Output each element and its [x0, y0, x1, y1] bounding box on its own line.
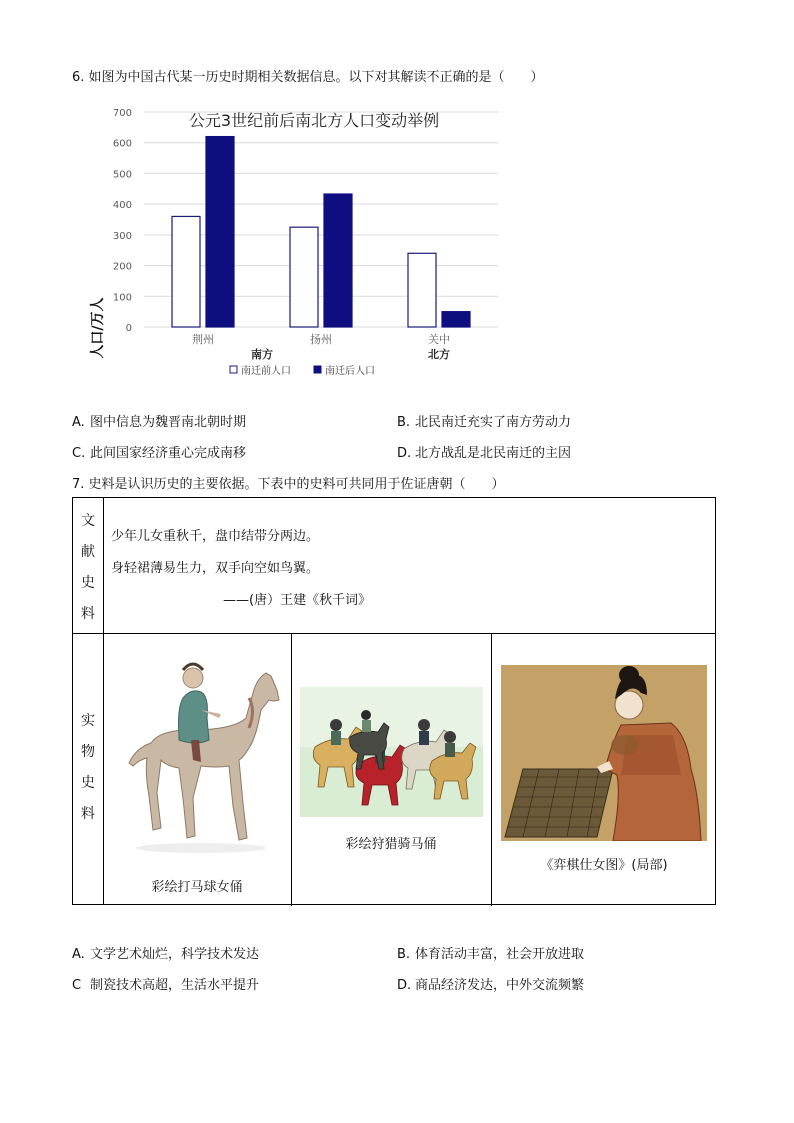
question-6-stem: 6. 如图为中国古代某一历史时期相关数据信息。以下对其解读不正确的是（ ） — [72, 70, 544, 85]
chart-legend-label: 南迁后人口 — [325, 366, 375, 377]
chart-y-tick-label: 500 — [112, 169, 132, 181]
chart-x-tick-label: 扬州 — [310, 333, 332, 346]
q7-option-a: A. 文学艺术灿烂，科学技术发达 — [72, 947, 260, 962]
chart-bar — [324, 194, 352, 327]
q7-option-b: B. 体育活动丰富，社会开放进取 — [397, 947, 585, 962]
chart-y-tick-label: 300 — [112, 230, 132, 242]
q7-option-d: D. 商品经济发达，中外交流频繁 — [397, 978, 585, 993]
q7-option-c: C 制瓷技术高超，生活水平提升 — [72, 978, 260, 993]
chart-y-tick-label: 700 — [112, 108, 132, 119]
chart-legend-swatch — [230, 366, 237, 373]
row-label-documentary: 文 献 史 料 — [81, 513, 95, 622]
chart-y-tick-label: 0 — [125, 323, 132, 334]
q6-option-d: D. 北方战乱是北民南迁的主因 — [397, 446, 572, 461]
chart-legend — [230, 364, 375, 377]
population-bar-chart — [86, 100, 506, 390]
chart-group-label-south: 南方 — [251, 348, 273, 361]
chart-bar — [290, 227, 318, 327]
q6-option-c: C. 此间国家经济重心完成南移 — [72, 446, 247, 461]
poem-line-2: 身轻裙薄易生力，双手向空如鸟翼。 — [111, 561, 320, 576]
chart-y-tick-label: 600 — [112, 138, 132, 150]
source-table — [72, 497, 716, 905]
poem-line-1: 少年儿女重秋千，盘巾结带分两边。 — [111, 529, 320, 544]
chart-bars — [172, 137, 470, 327]
chart-bar — [172, 216, 200, 327]
q6-option-b: B. 北民南迁充实了南方劳动力 — [397, 415, 572, 430]
caption-go-lady: 《弈棋仕女图》(局部) — [540, 858, 668, 873]
row-label-artifacts: 实 物 史 料 — [81, 713, 95, 822]
question-7-stem: 7. 史料是认识历史的主要依据。下表中的史料可共同用于佐证唐朝（ ） — [72, 477, 505, 492]
chart-legend-label: 南迁前人口 — [241, 366, 291, 377]
chart-bar — [408, 253, 436, 327]
chart-y-tick-label: 400 — [112, 200, 132, 212]
chart-y-tick-label: 100 — [112, 292, 132, 304]
chart-x-tick-label: 关中 — [428, 333, 450, 346]
chart-x-tick-label: 荆州 — [192, 333, 214, 346]
chart-y-axis-label: 人口/万人 — [90, 297, 106, 359]
chart-group-labels — [251, 347, 450, 361]
chart-y-ticks — [113, 108, 132, 334]
q6-option-a: A. 图中信息为魏晋南北朝时期 — [72, 415, 247, 430]
chart-group-label-north: 北方 — [428, 348, 450, 361]
polo-woman-figurine-image — [121, 648, 281, 858]
poem-source: ——(唐）王建《秋千词》 — [223, 593, 372, 608]
chart-title: 公元3世纪前后南北方人口变动举例 — [188, 111, 440, 130]
hunting-riders-figurine-image — [300, 687, 483, 817]
chart-y-tick-label: 200 — [112, 261, 132, 273]
chart-legend-swatch — [314, 366, 321, 373]
go-playing-lady-painting-image — [501, 665, 707, 841]
chart-bar — [206, 137, 234, 327]
caption-polo-woman: 彩绘打马球女俑 — [151, 880, 243, 895]
chart-bar — [442, 312, 470, 327]
chart-x-ticks — [192, 332, 450, 346]
caption-hunting-riders: 彩绘狩猎骑马俑 — [345, 837, 437, 852]
